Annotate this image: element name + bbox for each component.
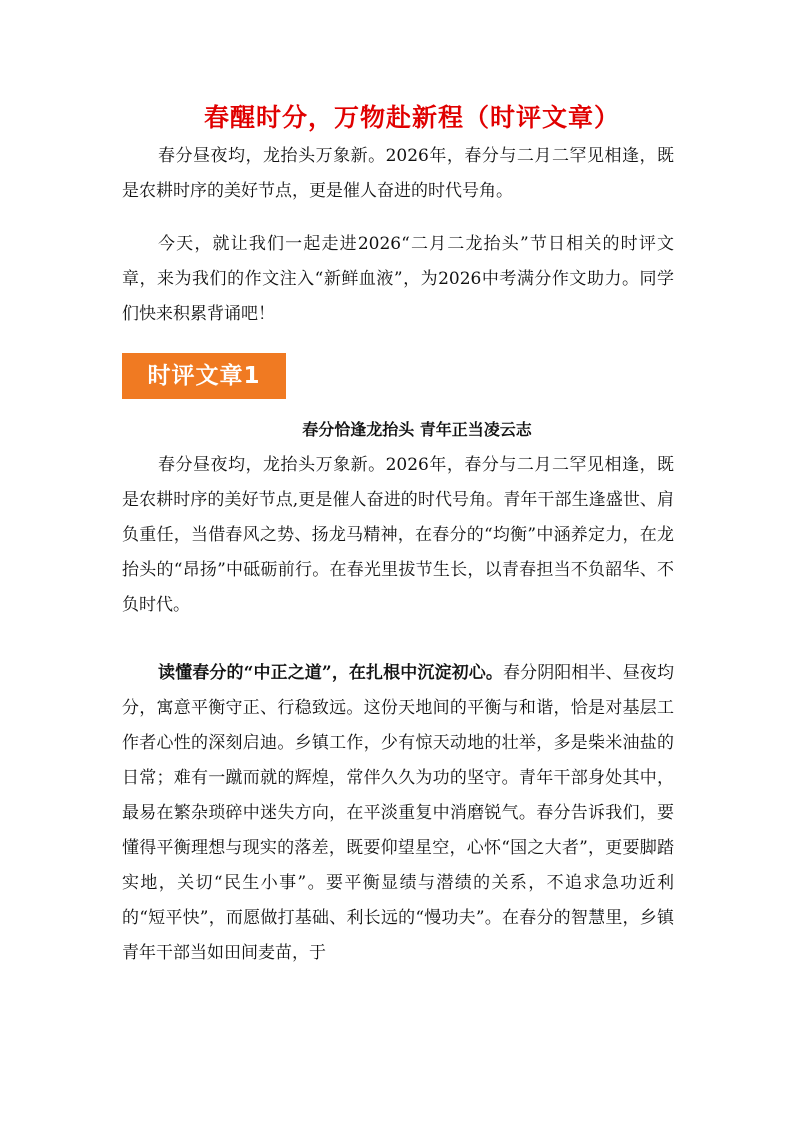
article-paragraph-1: 春分昼夜均，龙抬头万象新。2026年，春分与二月二罕见相逢，既是农耕时序的美好节点,更是催人奋进的时代号角。青年干部生逢盛世、肩负重任，当借春风之势、扬龙马精神，在春分的“均衡”中涵养定力，在龙抬头的“昂扬”中砥砺前行。在春光里拔节生长，以青春担当不负韶华、不负时代。 bbox=[122, 455, 674, 615]
intro-paragraph-2: 今天，就让我们一起走进2026“二月二龙抬头”节日相关的时评文章，来为我们的作文注入“新鲜血液”，为2026中考满分作文助力。同学们快来积累背诵吧！ bbox=[122, 234, 674, 324]
section-label: 时评文章1 bbox=[122, 353, 286, 399]
paragraph-lead-sentence: 读懂春分的“中正之道”，在扎根中沉淀初心。 bbox=[158, 663, 503, 683]
article-paragraph-2 bbox=[122, 656, 674, 971]
document-title: 春醒时分，万物赴新程（时评文章） bbox=[203, 103, 620, 132]
article-title: 春分恰逢龙抬头 青年正当凌云志 bbox=[302, 420, 532, 439]
paragraph-body-text: 春分阴阳相半、昼夜均分，寓意平衡守正、行稳致远。这份天地间的平衡与和谐，恰是对基层工作者心性的深刻启迪。乡镇工作，少有惊天动地的壮举，多是柴米油盐的日常；难有一蹴而就的辉煌，常伴久久为功的坚守。青年干部身处其中，最易在繁杂琐碎中迷失方向，在平淡重复中消磨锐气。春分告诉我们，要懂得平衡理想与现实的落差，既要仰望星空，心怀“国之大者”，更要脚踏实地，关切“民生小事”。要平衡显绩与潜绩的关系，不追求急功近利的“短平快”，而愿做打基础、利长远的“慢功夫”。在春分的智慧里，乡镇青年干部当如田间麦苗，于 bbox=[122, 663, 674, 963]
intro-paragraph-1: 春分昼夜均，龙抬头万象新。2026年，春分与二月二罕见相逢，既是农耕时序的美好节点，更是催人奋进的时代号角。 bbox=[122, 146, 674, 201]
